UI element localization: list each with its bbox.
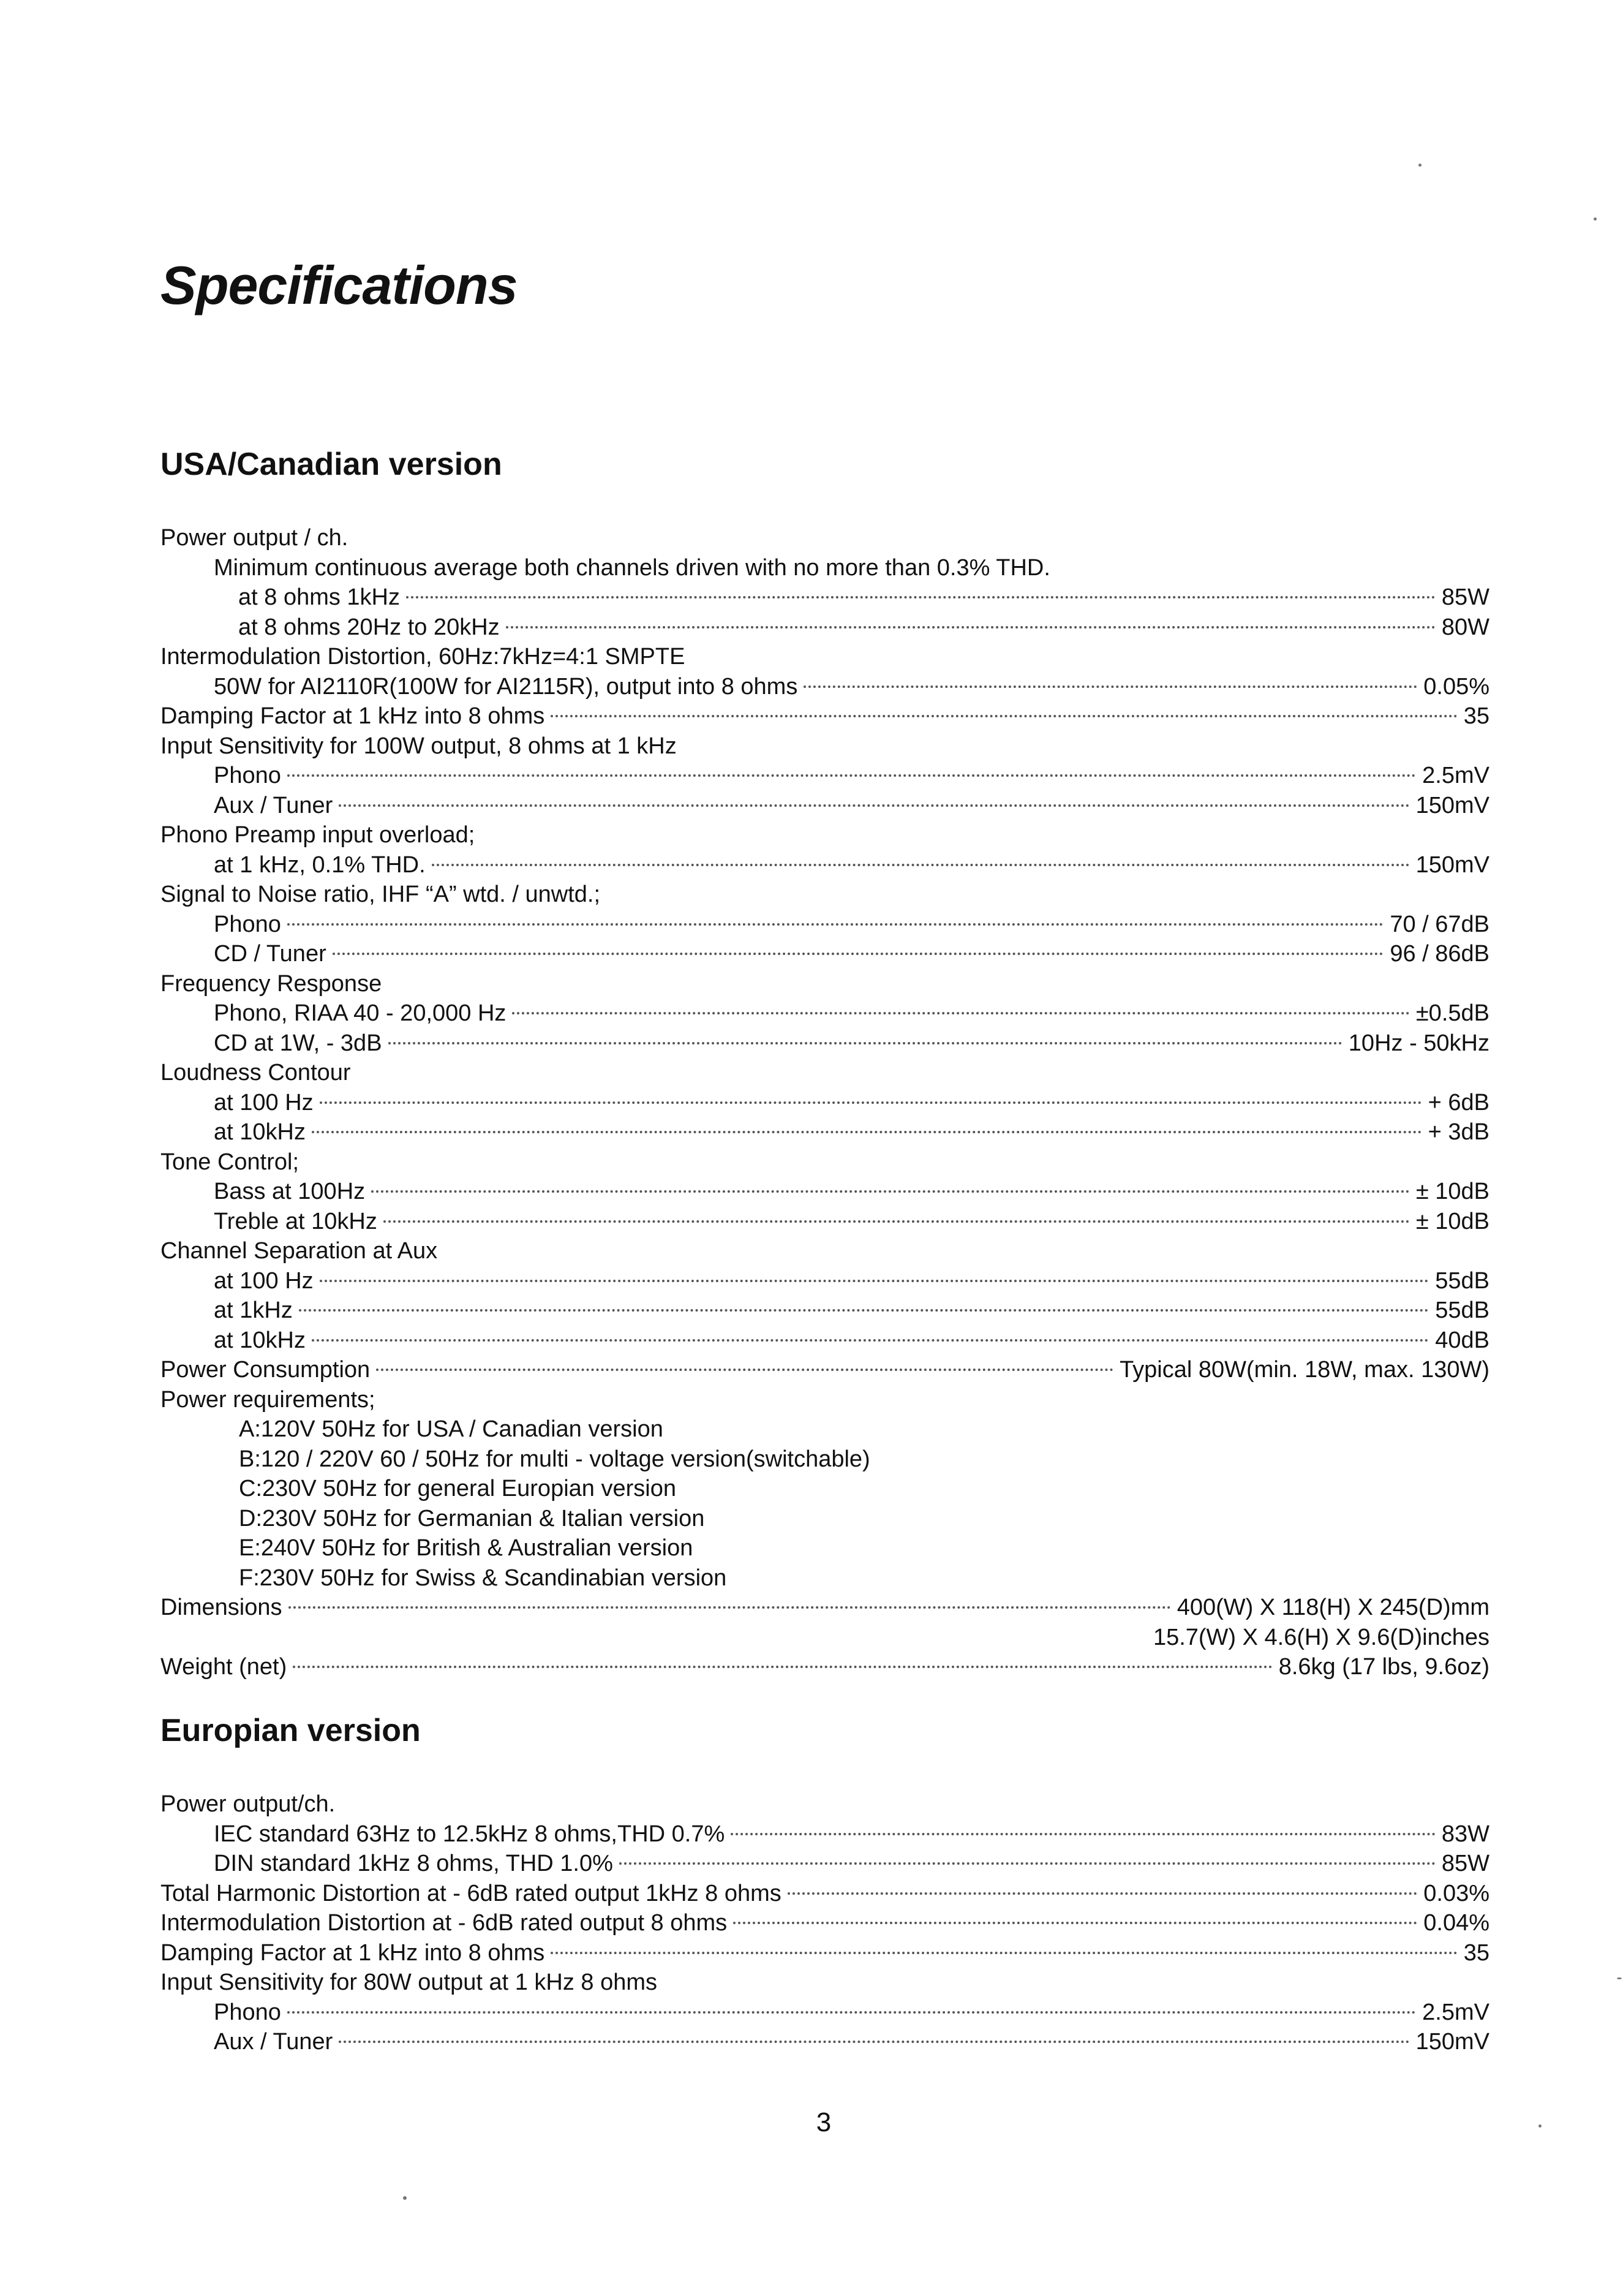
dot-leader (551, 1952, 1457, 1954)
spec-label: CD at 1W, - 3dB (214, 1030, 382, 1056)
spec-row (160, 820, 1489, 850)
spec-row (160, 731, 1489, 761)
spec-value: 96 / 86dB (1390, 941, 1489, 967)
spec-value: 80W (1441, 614, 1489, 640)
spec-row (160, 850, 1489, 880)
spec-label: Weight (net) (160, 1654, 287, 1680)
spec-label: B:120 / 220V 60 / 50Hz for multi - voltage version(switchable) (239, 1446, 870, 1472)
spec-row (160, 1385, 1489, 1415)
spec-label: Phono (214, 763, 281, 788)
page-number: 3 (816, 2107, 832, 2137)
spec-label: F:230V 50Hz for Swiss & Scandinabian version (239, 1565, 727, 1591)
spec-label: Bass at 100Hz (214, 1179, 366, 1204)
spec-value: Typical 80W(min. 18W, max. 130W) (1120, 1357, 1489, 1383)
spec-label: at 100 Hz (214, 1089, 314, 1116)
spec-label: D:230V 50Hz for Germanian & Italian version (239, 1505, 705, 1531)
spec-label: Phono (214, 1999, 281, 2025)
spec-label: Loudness Contour (160, 1060, 351, 1086)
spec-row (160, 672, 1489, 702)
dot-leader (299, 1309, 1429, 1312)
spec-label: at 1kHz (214, 1297, 293, 1323)
spec-row (160, 2027, 1489, 2057)
spec-value: 0.05% (1423, 673, 1489, 700)
spec-value: 55dB (1435, 1297, 1489, 1323)
page-title: Specifications (160, 255, 518, 315)
spec-label: C:230V 50Hz for general Europian version (239, 1476, 676, 1501)
spec-label: Total Harmonic Distortion at - 6dB rated output 1kHz 8 ohms (160, 1880, 781, 1906)
spec-value: 400(W) X 118(H) X 245(D)mm (1177, 1595, 1489, 1620)
dot-leader (312, 1339, 1429, 1342)
section-heading-usa: USA/Canadian version (160, 447, 502, 482)
dot-leader (339, 804, 1409, 807)
spec-value: 2.5mV (1422, 1999, 1489, 2025)
dot-leader (619, 1862, 1436, 1865)
spec-row (160, 553, 1489, 583)
spec-label: E:240V 50Hz for British & Australian version (239, 1535, 693, 1561)
dot-leader (320, 1101, 1422, 1104)
spec-value: 0.03% (1423, 1880, 1489, 1906)
spec-row (160, 523, 1489, 553)
spec-label: Input Sensitivity for 100W output, 8 ohms at 1 kHz (160, 733, 677, 759)
spec-row (160, 1355, 1489, 1385)
spec-row (160, 1652, 1489, 1682)
spec-label: at 10kHz (214, 1327, 306, 1353)
spec-value: 83W (1441, 1821, 1489, 1847)
spec-row (160, 613, 1489, 643)
dot-leader (731, 1833, 1436, 1835)
spec-label: Intermodulation Distortion, 60Hz:7kHz=4:1 SMPTE (160, 644, 685, 670)
spec-value: 70 / 67dB (1390, 911, 1489, 937)
spec-row (160, 880, 1489, 910)
spec-value: 85W (1441, 584, 1489, 610)
spec-row (160, 939, 1489, 969)
usa-spec-list (160, 523, 1489, 1682)
spec-row (160, 1819, 1489, 1849)
spec-row (160, 1296, 1489, 1326)
spec-label: at 8 ohms 20Hz to 20kHz (238, 614, 500, 640)
spec-row (160, 1623, 1489, 1653)
spec-label: Phono, RIAA 40 - 20,000 Hz (214, 1000, 506, 1026)
spec-label: Tone Control; (160, 1149, 299, 1175)
spec-label: CD / Tuner (214, 941, 326, 967)
spec-value: 10Hz - 50kHz (1348, 1030, 1489, 1056)
dot-leader (339, 2041, 1409, 2043)
scan-speck (1418, 164, 1422, 167)
spec-label: Damping Factor at 1 kHz into 8 ohms (160, 1939, 545, 1966)
spec-value: 15.7(W) X 4.6(H) X 9.6(D)inches (1153, 1624, 1489, 1650)
spec-row (160, 1563, 1489, 1593)
spec-label: at 100 Hz (214, 1267, 314, 1294)
dot-leader (288, 1606, 1171, 1609)
spec-label: Aux / Tuner (214, 2029, 333, 2055)
spec-row (160, 1968, 1489, 1998)
scan-speck (1617, 1977, 1622, 1979)
spec-row (160, 999, 1489, 1029)
spec-label: A:120V 50Hz for USA / Canadian version (239, 1416, 663, 1442)
dot-leader (376, 1369, 1113, 1371)
spec-row (160, 910, 1489, 940)
dot-leader (383, 1220, 1410, 1223)
spec-row (160, 969, 1489, 999)
dot-leader (293, 1666, 1272, 1668)
spec-label: Input Sensitivity for 80W output at 1 kHz 8 ohms (160, 1969, 658, 1995)
spec-row (160, 1789, 1489, 1819)
spec-row (160, 1236, 1489, 1266)
scan-speck (1538, 2124, 1542, 2128)
spec-value: ± 10dB (1415, 1179, 1489, 1204)
dot-leader (804, 685, 1417, 688)
spec-label: at 10kHz (214, 1119, 306, 1145)
spec-value: + 6dB (1428, 1089, 1489, 1116)
spec-row (160, 1849, 1489, 1879)
spec-row (160, 1998, 1489, 2028)
spec-row (160, 1938, 1489, 1968)
spec-value: 35 (1463, 1939, 1489, 1966)
spec-row (160, 1266, 1489, 1296)
spec-value: ± 10dB (1415, 1208, 1489, 1234)
spec-row (160, 1088, 1489, 1118)
dot-leader (371, 1190, 1410, 1193)
spec-row (160, 1207, 1489, 1237)
spec-value: 35 (1463, 703, 1489, 729)
spec-row (160, 1414, 1489, 1444)
spec-row (160, 1326, 1489, 1356)
spec-label: Power output/ch. (160, 1791, 336, 1817)
spec-row (160, 1879, 1489, 1909)
spec-row (160, 1474, 1489, 1504)
dot-leader (432, 864, 1410, 866)
spec-row (160, 1908, 1489, 1938)
spec-row (160, 1147, 1489, 1177)
spec-label: Power output / ch. (160, 525, 348, 551)
spec-row (160, 583, 1489, 613)
dot-leader (333, 953, 1384, 955)
spec-value: 0.04% (1423, 1910, 1489, 1936)
spec-value: 55dB (1435, 1267, 1489, 1294)
spec-value: 40dB (1435, 1327, 1489, 1353)
spec-label: Power requirements; (160, 1386, 375, 1413)
spec-label: Frequency Response (160, 970, 382, 997)
spec-row (160, 701, 1489, 731)
spec-row (160, 642, 1489, 672)
scan-speck (1594, 217, 1597, 221)
scan-speck (403, 2196, 407, 2200)
dot-leader (512, 1012, 1409, 1014)
spec-row (160, 1117, 1489, 1147)
spec-label: 50W for AI2110R(100W for AI2115R), output into 8 ohms (214, 673, 798, 700)
section-heading-europe: Europian version (160, 1713, 421, 1748)
spec-label: Aux / Tuner (214, 792, 333, 818)
spec-label: Dimensions (160, 1595, 282, 1620)
spec-row (160, 1029, 1489, 1059)
dot-leader (320, 1280, 1429, 1282)
spec-row (160, 761, 1489, 791)
dot-leader (287, 2011, 1416, 2014)
dot-leader (406, 596, 1436, 599)
spec-value: 2.5mV (1422, 763, 1489, 788)
spec-row (160, 1504, 1489, 1534)
spec-row (160, 791, 1489, 821)
spec-row (160, 1533, 1489, 1563)
dot-leader (312, 1131, 1422, 1133)
spec-value: 150mV (1415, 792, 1489, 818)
spec-value: ±0.5dB (1415, 1000, 1489, 1026)
spec-value: 8.6kg (17 lbs, 9.6oz) (1278, 1654, 1489, 1680)
dot-leader (506, 626, 1436, 629)
spec-label: Power Consumption (160, 1357, 371, 1383)
spec-row (160, 1058, 1489, 1088)
spec-row (160, 1593, 1489, 1623)
dot-leader (287, 774, 1416, 777)
spec-value: 150mV (1415, 2029, 1489, 2055)
spec-label: Damping Factor at 1 kHz into 8 ohms (160, 703, 545, 729)
spec-row (160, 1444, 1489, 1475)
spec-row (160, 1177, 1489, 1207)
spec-value: 150mV (1415, 852, 1489, 878)
spec-label: at 8 ohms 1kHz (238, 584, 400, 610)
spec-label: Minimum continuous average both channels driven with no more than 0.3% THD. (214, 554, 1050, 581)
spec-label: Intermodulation Distortion at - 6dB rated output 8 ohms (160, 1910, 728, 1936)
dot-leader (388, 1042, 1342, 1044)
spec-value: + 3dB (1428, 1119, 1489, 1145)
dot-leader (733, 1922, 1417, 1924)
dot-leader (551, 715, 1457, 717)
spec-label: Signal to Noise ratio, IHF “A” wtd. / unwtd.; (160, 882, 601, 907)
spec-value: 85W (1441, 1851, 1489, 1876)
spec-label: at 1 kHz, 0.1% THD. (214, 852, 426, 878)
dot-leader (788, 1892, 1417, 1895)
spec-label: Treble at 10kHz (214, 1208, 377, 1234)
europe-spec-list (160, 1789, 1489, 2057)
spec-label: IEC standard 63Hz to 12.5kHz 8 ohms,THD 0.7% (214, 1821, 725, 1847)
spec-label: Channel Separation at Aux (160, 1238, 438, 1264)
dot-leader (287, 923, 1384, 926)
spec-label: Phono (214, 911, 281, 937)
spec-label: Phono Preamp input overload; (160, 822, 475, 848)
spec-label: DIN standard 1kHz 8 ohms, THD 1.0% (214, 1851, 613, 1876)
